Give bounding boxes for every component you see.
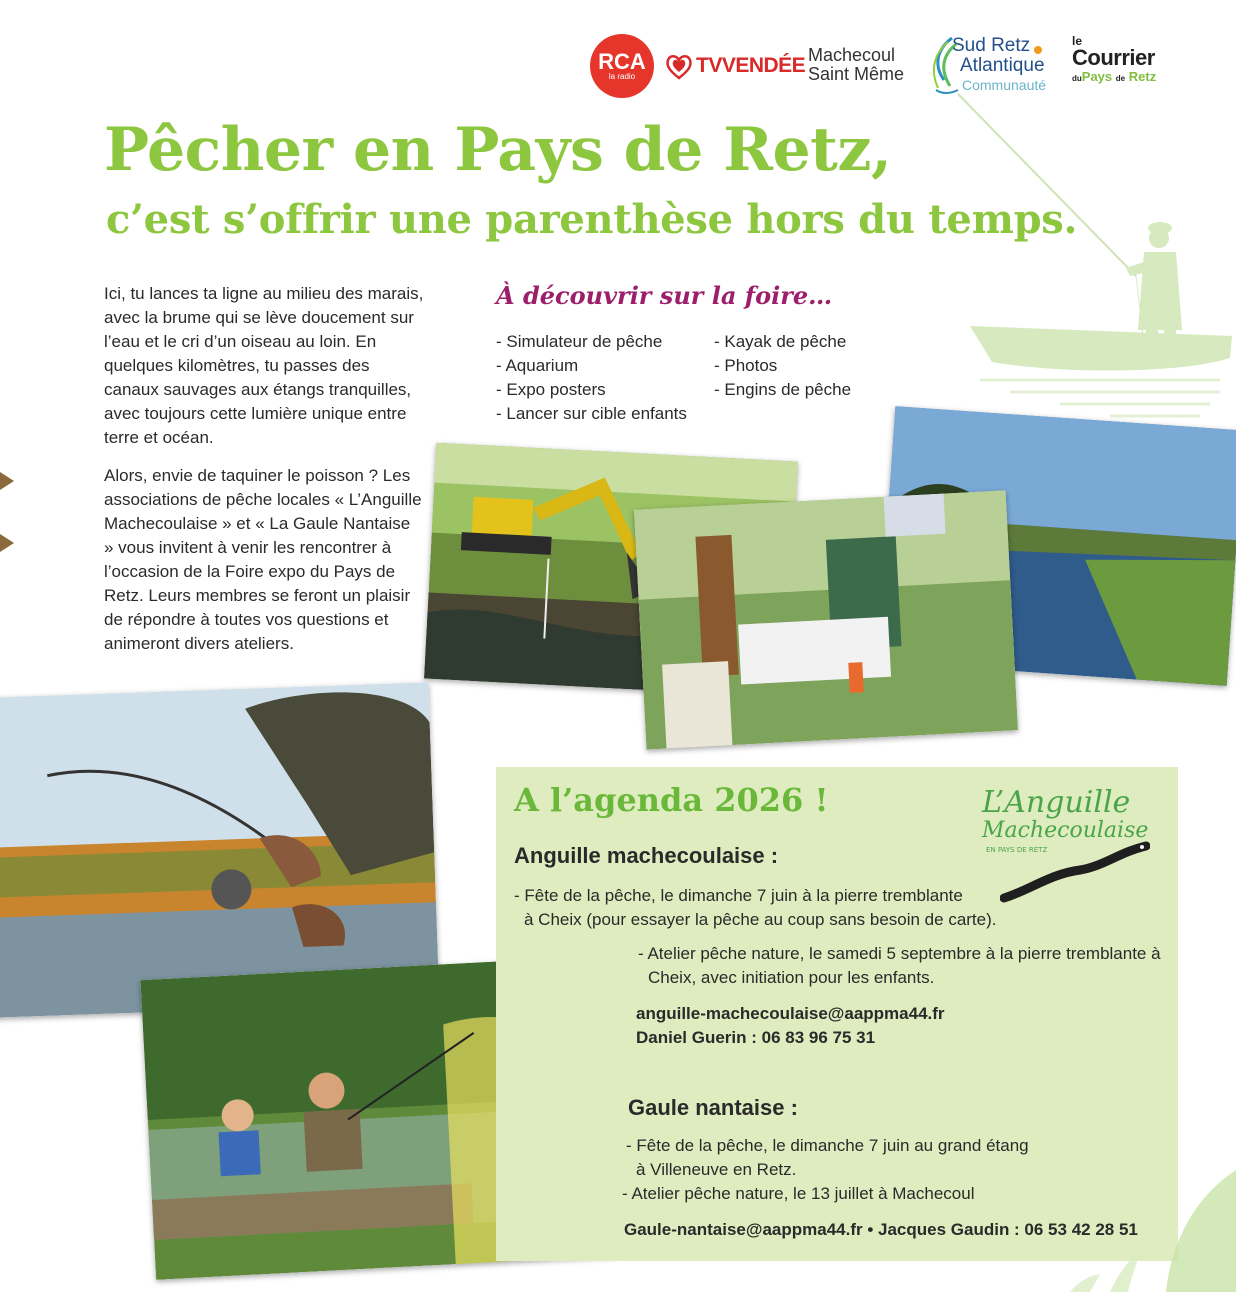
- page-title: Pêcher en Pays de Retz,: [104, 115, 892, 185]
- tv-vendee-logo-text: TVVENDÉE: [696, 54, 806, 77]
- sud-retz-sun-icon: [1034, 46, 1042, 54]
- machecoul-logo-line2: Saint Même: [808, 64, 905, 84]
- anguille-event2-line1: - Atelier pêche nature, le samedi 5 septembre à la pierre tremblante à: [638, 944, 1161, 963]
- courrier-pays-de-retz-logo: [1072, 36, 1182, 87]
- discover-list-col1: [496, 330, 706, 426]
- rca-logo-subtext: la radio: [608, 72, 636, 81]
- courrier-logo-name: Courrier: [1072, 45, 1155, 70]
- intro-paragraph-2: Alors, envie de taquiner le poisson ? Les associations de pêche locales « L’Anguille Machecoulaise » et « La Gaule Nantaise » vous invitent à venir les rencontrer à l’occasion de la Foire expo du Pays de Retz. Leurs membres se feront un plaisir de répondre à toutes vos questions et animeront divers ateliers.: [104, 466, 422, 653]
- discover-item: - Expo posters: [496, 380, 606, 399]
- machecoul-logo-line1: Machecoul: [808, 45, 896, 65]
- gaule-contact[interactable]: Gaule-nantaise@aappma44.fr • Jacques Gaudin : 06 53 42 28 51: [624, 1220, 1138, 1239]
- gaule-event1-line1: - Fête de la pêche, le dimanche 7 juin au grand étang: [626, 1136, 1029, 1155]
- gaule-event2: - Atelier pêche nature, le 13 juillet à Machecoul: [622, 1184, 975, 1203]
- discover-title: À découvrir sur la foire…: [496, 281, 833, 310]
- anguille-logo-line3: EN PAYS DE RETZ: [986, 846, 1048, 854]
- anguille-heading: Anguille machecoulaise :: [514, 843, 779, 868]
- discover-item: - Lancer sur cible enfants: [496, 404, 687, 423]
- agenda-title: A l’agenda 2026 !: [514, 781, 829, 819]
- sud-retz-logo-line3: Communauté: [962, 77, 1047, 93]
- courrier-logo-le: le: [1072, 34, 1083, 48]
- anguille-logo-line1: L’Anguille: [982, 785, 1131, 820]
- photo-fishing-info-panels: [634, 490, 1018, 749]
- intro-paragraph-1: Ici, tu lances ta ligne au milieu des marais, avec la brume qui se lève doucement sur l’eau et le cri d’un oiseau au loin. En quelques kilomètres, tu passes des canaux sauvages aux étangs tranquilles, avec toujours cette lumière unique entre terre et océan.: [104, 284, 424, 447]
- anguille-event2-line2: Cheix, avec initiation pour les enfants.: [648, 968, 935, 987]
- eel-icon: [1000, 840, 1150, 904]
- courrier-logo-du: du: [1072, 74, 1082, 83]
- discover-item: - Kayak de pêche: [714, 332, 847, 351]
- arrow-marker-icon: [0, 472, 14, 490]
- sud-retz-logo-line2: Atlantique: [960, 55, 1045, 76]
- arrow-marker-icon: [0, 534, 14, 552]
- machecoul-saint-meme-logo: [808, 46, 920, 84]
- anguille-logo-line2: Machecoulaise: [982, 818, 1149, 843]
- sud-retz-logo-line1: Sud Retz: [952, 35, 1031, 56]
- courrier-logo-retz: Retz: [1128, 69, 1157, 84]
- page-subtitle: c’est s’offrir une parenthèse hors du temps.: [106, 196, 1078, 243]
- gaule-heading: Gaule nantaise :: [628, 1095, 798, 1120]
- discover-list-col2: [714, 330, 914, 402]
- tv-vendee-heart-icon: [664, 51, 694, 81]
- discover-item: - Engins de pêche: [714, 380, 852, 399]
- anguille-email[interactable]: anguille-machecoulaise@aappma44.fr: [636, 1004, 945, 1023]
- courrier-logo-pays: Pays: [1081, 69, 1113, 84]
- discover-item: - Photos: [714, 356, 778, 375]
- tv-vendee-logo: [664, 46, 805, 86]
- anguille-event1-line1: - Fête de la pêche, le dimanche 7 juin à la pierre tremblante: [514, 886, 963, 905]
- anguille-contact: Daniel Guerin : 06 83 96 75 31: [636, 1028, 876, 1047]
- rca-logo: [590, 34, 654, 98]
- leaf-decoration-icon: [1070, 1150, 1236, 1292]
- intro-text: [104, 282, 424, 670]
- anguille-event1-line2: à Cheix (pour essayer la pêche au coup sans besoin de carte).: [524, 910, 997, 929]
- discover-item: - Simulateur de pêche: [496, 332, 663, 351]
- sud-retz-atlantique-logo: [930, 36, 1060, 96]
- anguille-machecoulaise-logo: [980, 786, 1150, 906]
- rca-logo-text: RCA: [598, 49, 646, 74]
- discover-item: - Aquarium: [496, 356, 579, 375]
- courrier-logo-de: de: [1115, 74, 1126, 83]
- gaule-event1-line2: à Villeneuve en Retz.: [636, 1160, 797, 1179]
